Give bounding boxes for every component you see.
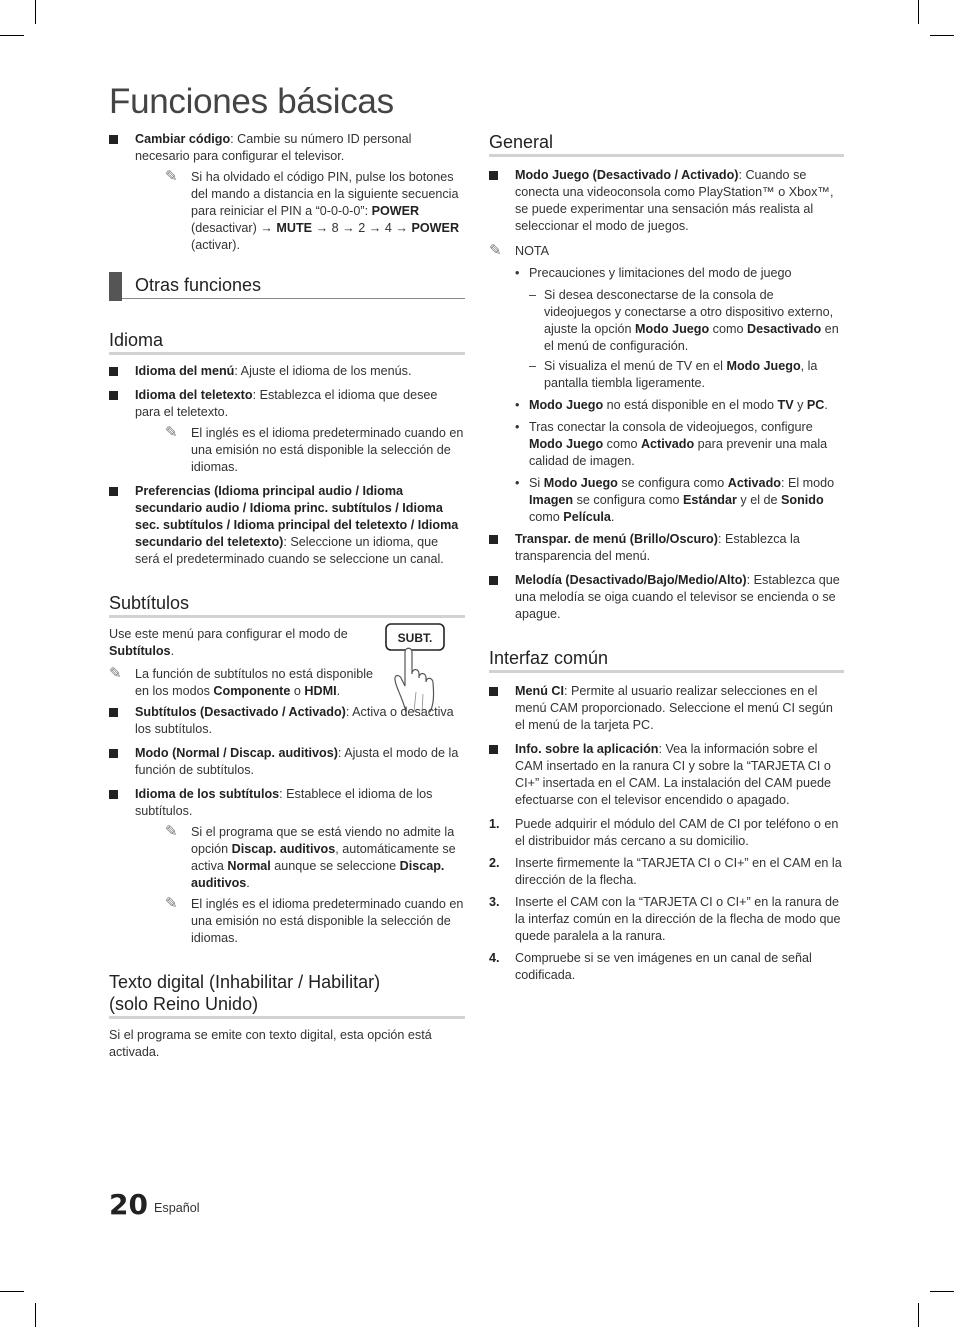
item-text: : Cuando se conecta una videoconsola como PlayStation™ o Xbox™, se puede experimentar una sensación más realista al seleccionar el modo de juegos.: [515, 168, 834, 233]
pencil-note-icon: ✎: [165, 895, 178, 912]
item-label: Info. sobre la aplicación: [515, 742, 659, 756]
bullet-bold: PC: [806, 398, 825, 412]
list-item: [489, 572, 844, 623]
crop-mark: [35, 0, 36, 24]
step-number: 2.: [489, 856, 500, 870]
bullet-item: [489, 397, 844, 414]
item-text: : Ajuste el idioma de los menús.: [234, 364, 412, 378]
square-bullet-icon: [109, 135, 118, 144]
bullet-bold: Modo Juego: [529, 398, 604, 412]
nota-label: NOTA: [515, 244, 550, 258]
note-bold: POWER: [411, 221, 460, 235]
step-text: Compruebe si se ven imágenes en un canal de señal codificada.: [515, 951, 812, 982]
intro-bold: Subtítulos: [109, 644, 171, 658]
item-text: : Seleccione un idioma, que será el predeterminado cuando se seleccione un canal.: [135, 535, 444, 566]
bullet-bold: Modo Juego: [543, 476, 618, 490]
numbered-step: [489, 894, 844, 945]
bullet-text: como: [529, 510, 564, 524]
bullet-item: [489, 419, 844, 470]
item-label: Modo (Normal / Discap. auditivos): [135, 746, 338, 760]
square-bullet-icon: [489, 745, 498, 754]
right-column: [489, 131, 844, 989]
step-number: 4.: [489, 951, 500, 965]
list-item: [109, 131, 465, 254]
dash-item: [489, 358, 844, 392]
bullet-text: y: [793, 398, 807, 412]
crop-mark: [0, 1291, 24, 1292]
step-number: 1.: [489, 817, 500, 831]
note-bold: Componente: [213, 684, 291, 698]
note-bold: Discap. auditivos: [231, 842, 336, 856]
note: [109, 666, 390, 700]
list-item: [109, 786, 465, 947]
pencil-note-icon: ✎: [109, 665, 122, 682]
crop-mark: [918, 0, 919, 24]
square-bullet-icon: [489, 576, 498, 585]
item-text: : Activa o desactiva los subtítulos.: [135, 705, 454, 736]
square-bullet-icon: [109, 790, 118, 799]
list-item: [109, 704, 465, 738]
bullet-dot-icon: •: [515, 266, 520, 280]
dash-text: Si desea desconectarse de la consola de videojuegos y conectarse a otro dispositivo externo, ajuste la opción: [544, 288, 834, 336]
bullet-dot-icon: •: [515, 398, 520, 412]
square-bullet-icon: [109, 749, 118, 758]
note-bold: Discap. auditivos: [191, 859, 445, 890]
bullet-text: .: [824, 398, 828, 412]
item-text: : Cambie su número ID personal necesario para configurar el televisor.: [135, 132, 412, 163]
step-text: Puede adquirir el módulo del CAM de CI por teléfono o en el distribuidor más cercano a su domicilio.: [515, 817, 839, 848]
list-item: [489, 531, 844, 565]
bullet-text: se configura como: [617, 476, 728, 490]
square-bullet-icon: [109, 487, 118, 496]
numbered-step: [489, 950, 844, 984]
crop-mark: [35, 1303, 36, 1327]
bullet-text: se configura como: [573, 493, 683, 507]
dash-text: Si visualiza el menú de TV en el: [544, 359, 727, 373]
item-text: : Establezca la transparencia del menú.: [515, 532, 800, 563]
list-item: [109, 387, 465, 476]
nota-header: [489, 243, 844, 260]
intro-plain: .: [170, 644, 175, 658]
note-text: Si el programa que se está viendo no admite la opción: [191, 825, 455, 856]
crop-mark: [918, 1303, 919, 1327]
dash-item: [489, 287, 844, 355]
bullet-bold: Película: [563, 510, 611, 524]
step-number: 3.: [489, 895, 500, 909]
note: [135, 169, 465, 254]
note-text: → 8 → 2 → 4 →: [312, 221, 412, 235]
item-text: : Vea la información sobre el CAM insertado en la ranura CI y sobre la “TARJETA CI o CI+” insertada en el CAM. La instalación del CAM puede efectuarse con el televisor encendido o apagado.: [515, 742, 832, 807]
item-label: Cambiar código: [135, 132, 231, 146]
item-text: : Establezca que una melodía se oiga cuando el televisor se encienda o se apague.: [515, 573, 840, 621]
item-label: Idioma del menú: [135, 364, 235, 378]
item-label: Menú CI: [515, 684, 564, 698]
bullet-bold: TV: [777, 398, 794, 412]
note-bold: Normal: [227, 859, 271, 873]
crop-mark: [930, 35, 954, 36]
note-text: El inglés es el idioma predeterminado cuando en una emisión no está disponible la selección de idiomas.: [191, 897, 464, 945]
note-text: aunque se seleccione: [270, 859, 400, 873]
texto-digital-text: Si el programa se emite con texto digital, esta opción está activada.: [109, 1028, 432, 1059]
subtitulos-intro: [109, 626, 465, 700]
item-label: Melodía (Desactivado/Bajo/Medio/Alto): [515, 573, 747, 587]
note-text: .: [246, 876, 250, 890]
section-heading-texto-digital: Texto digital (Inhabilitar / Habilitar) (solo Reino Unido): [109, 972, 381, 1014]
note-text: Si ha olvidado el código PIN, pulse los botones del mando a distancia en la siguiente secuencia para reiniciar el PIN a “0-0-0-0”:: [191, 170, 459, 218]
note-bold: POWER: [371, 204, 420, 218]
bullet-dot-icon: •: [515, 476, 520, 490]
subt-button-label: SUBT.: [397, 631, 433, 645]
section-heading-general: General: [489, 131, 844, 157]
crop-mark: [930, 1291, 954, 1292]
item-text: : Ajusta el modo de la función de subtítulos.: [135, 746, 459, 777]
square-bullet-icon: [489, 687, 498, 696]
bullet-text: como: [603, 437, 641, 451]
note: [135, 896, 465, 947]
page-number: 20: [109, 1188, 148, 1221]
note-text: .: [336, 684, 341, 698]
square-bullet-icon: [109, 708, 118, 717]
bullet-text: para prevenir una mala calidad de imagen.: [529, 437, 828, 468]
remote-subt-button-illustration: [384, 622, 464, 714]
heading-text: Otras funciones: [135, 275, 262, 295]
item-text: : Establezca el idioma que desee para el teletexto.: [135, 388, 438, 419]
crop-mark: [0, 35, 24, 36]
dash-icon: –: [529, 359, 537, 373]
bullet-text: .: [610, 510, 615, 524]
note-text: (desactivar) →: [191, 221, 277, 235]
bullet-bold: Modo Juego: [529, 437, 604, 451]
dash-bold: Desactivado: [746, 322, 822, 336]
note: [135, 425, 465, 476]
square-bullet-icon: [489, 171, 498, 180]
note-text: El inglés es el idioma predeterminado cuando en una emisión no está disponible la selección de idiomas.: [191, 426, 464, 474]
heading-bar: [109, 272, 122, 301]
intro-plain: Use este menú para configurar el modo de: [109, 627, 348, 641]
bullet-text: Si: [529, 476, 544, 490]
item-text: : Establece el idioma de los subtítulos.: [135, 787, 433, 818]
step-text: Inserte firmemente la “TARJETA CI o CI+” en el CAM en la dirección de la flecha.: [515, 856, 842, 887]
bullet-text: : El modo: [780, 476, 835, 490]
list-item: [109, 363, 465, 380]
heading-rule: [109, 1016, 465, 1019]
page-language: Español: [154, 1201, 200, 1215]
bullet-bold: Activado: [640, 437, 695, 451]
bullet-text: y el de: [736, 493, 782, 507]
pencil-note-icon: ✎: [165, 424, 178, 441]
list-item: [489, 683, 844, 734]
numbered-step: [489, 816, 844, 850]
bullet-bold: Imagen: [529, 493, 574, 507]
section-heading-interfaz-comun: Interfaz común: [489, 647, 844, 673]
hand-icon: [395, 648, 434, 712]
bullet-bold: Estándar: [683, 493, 737, 507]
page-title: Funciones básicas: [109, 82, 394, 121]
dash-text: en el menú de configuración.: [544, 322, 839, 353]
dash-icon: –: [529, 288, 537, 302]
item-label: Idioma de los subtítulos: [135, 787, 280, 801]
list-item: [109, 745, 465, 779]
note-text: , automáticamente se activa: [191, 842, 456, 873]
item-label: Subtítulos (Desactivado / Activado): [135, 705, 346, 719]
note-text: o: [290, 684, 305, 698]
item-label: Modo Juego (Desactivado / Activado): [515, 168, 739, 182]
item-label: Preferencias (Idioma principal audio / Idioma secundario audio / Idioma princ. subtítulos / Idioma sec. subtítulos / Idioma principal del teletexto / Idioma secundario del teletexto): [135, 484, 459, 549]
square-bullet-icon: [109, 367, 118, 376]
list-item: [489, 741, 844, 809]
pencil-note-icon: ✎: [165, 168, 178, 185]
dash-bold: Modo Juego: [635, 322, 710, 336]
pencil-note-icon: ✎: [489, 242, 502, 259]
note-text: La función de subtítulos no está disponible en los modos: [135, 667, 374, 698]
numbered-step: [489, 855, 844, 889]
bullet-bold: Activado: [727, 476, 781, 490]
note-text: (activar).: [191, 238, 240, 252]
step-text: Inserte el CAM con la “TARJETA CI o CI+” en la ranura de la interfaz común en la dirección de la flecha de modo que quede paralela a la ranura.: [515, 895, 841, 943]
note: [135, 824, 465, 892]
section-heading-otras-funciones: [109, 274, 465, 299]
note-bold: MUTE: [276, 221, 313, 235]
bullet-text: Tras conectar la consola de videojuegos, configure: [529, 420, 813, 434]
intro-text: [109, 626, 364, 660]
bullet-text: Precauciones y limitaciones del modo de juego: [529, 266, 792, 280]
bullet-item: [489, 265, 844, 282]
dash-text: como: [709, 322, 747, 336]
left-column: [109, 131, 465, 1065]
bullet-bold: Sonido: [781, 493, 824, 507]
square-bullet-icon: [489, 535, 498, 544]
item-label: Idioma del teletexto: [135, 388, 253, 402]
list-item: [489, 167, 844, 235]
item-label: Transpar. de menú (Brillo/Oscuro): [515, 532, 718, 546]
dash-text: , la pantalla tiembla ligeramente.: [544, 359, 818, 390]
note-bold: HDMI: [304, 684, 337, 698]
section-heading-idioma: Idioma: [109, 329, 465, 355]
dash-bold: Modo Juego: [726, 359, 801, 373]
section-heading-subtitulos: Subtítulos: [109, 592, 465, 618]
pencil-note-icon: ✎: [165, 823, 178, 840]
bullet-dot-icon: •: [515, 420, 520, 434]
square-bullet-icon: [109, 391, 118, 400]
item-text: : Permite al usuario realizar selecciones en el menú CAM proporcionado. Seleccione el menú CI según el menú de la tarjeta PC.: [515, 684, 833, 732]
bullet-item: [489, 475, 844, 526]
bullet-text: no está disponible en el modo: [603, 398, 778, 412]
list-item: [109, 483, 465, 568]
